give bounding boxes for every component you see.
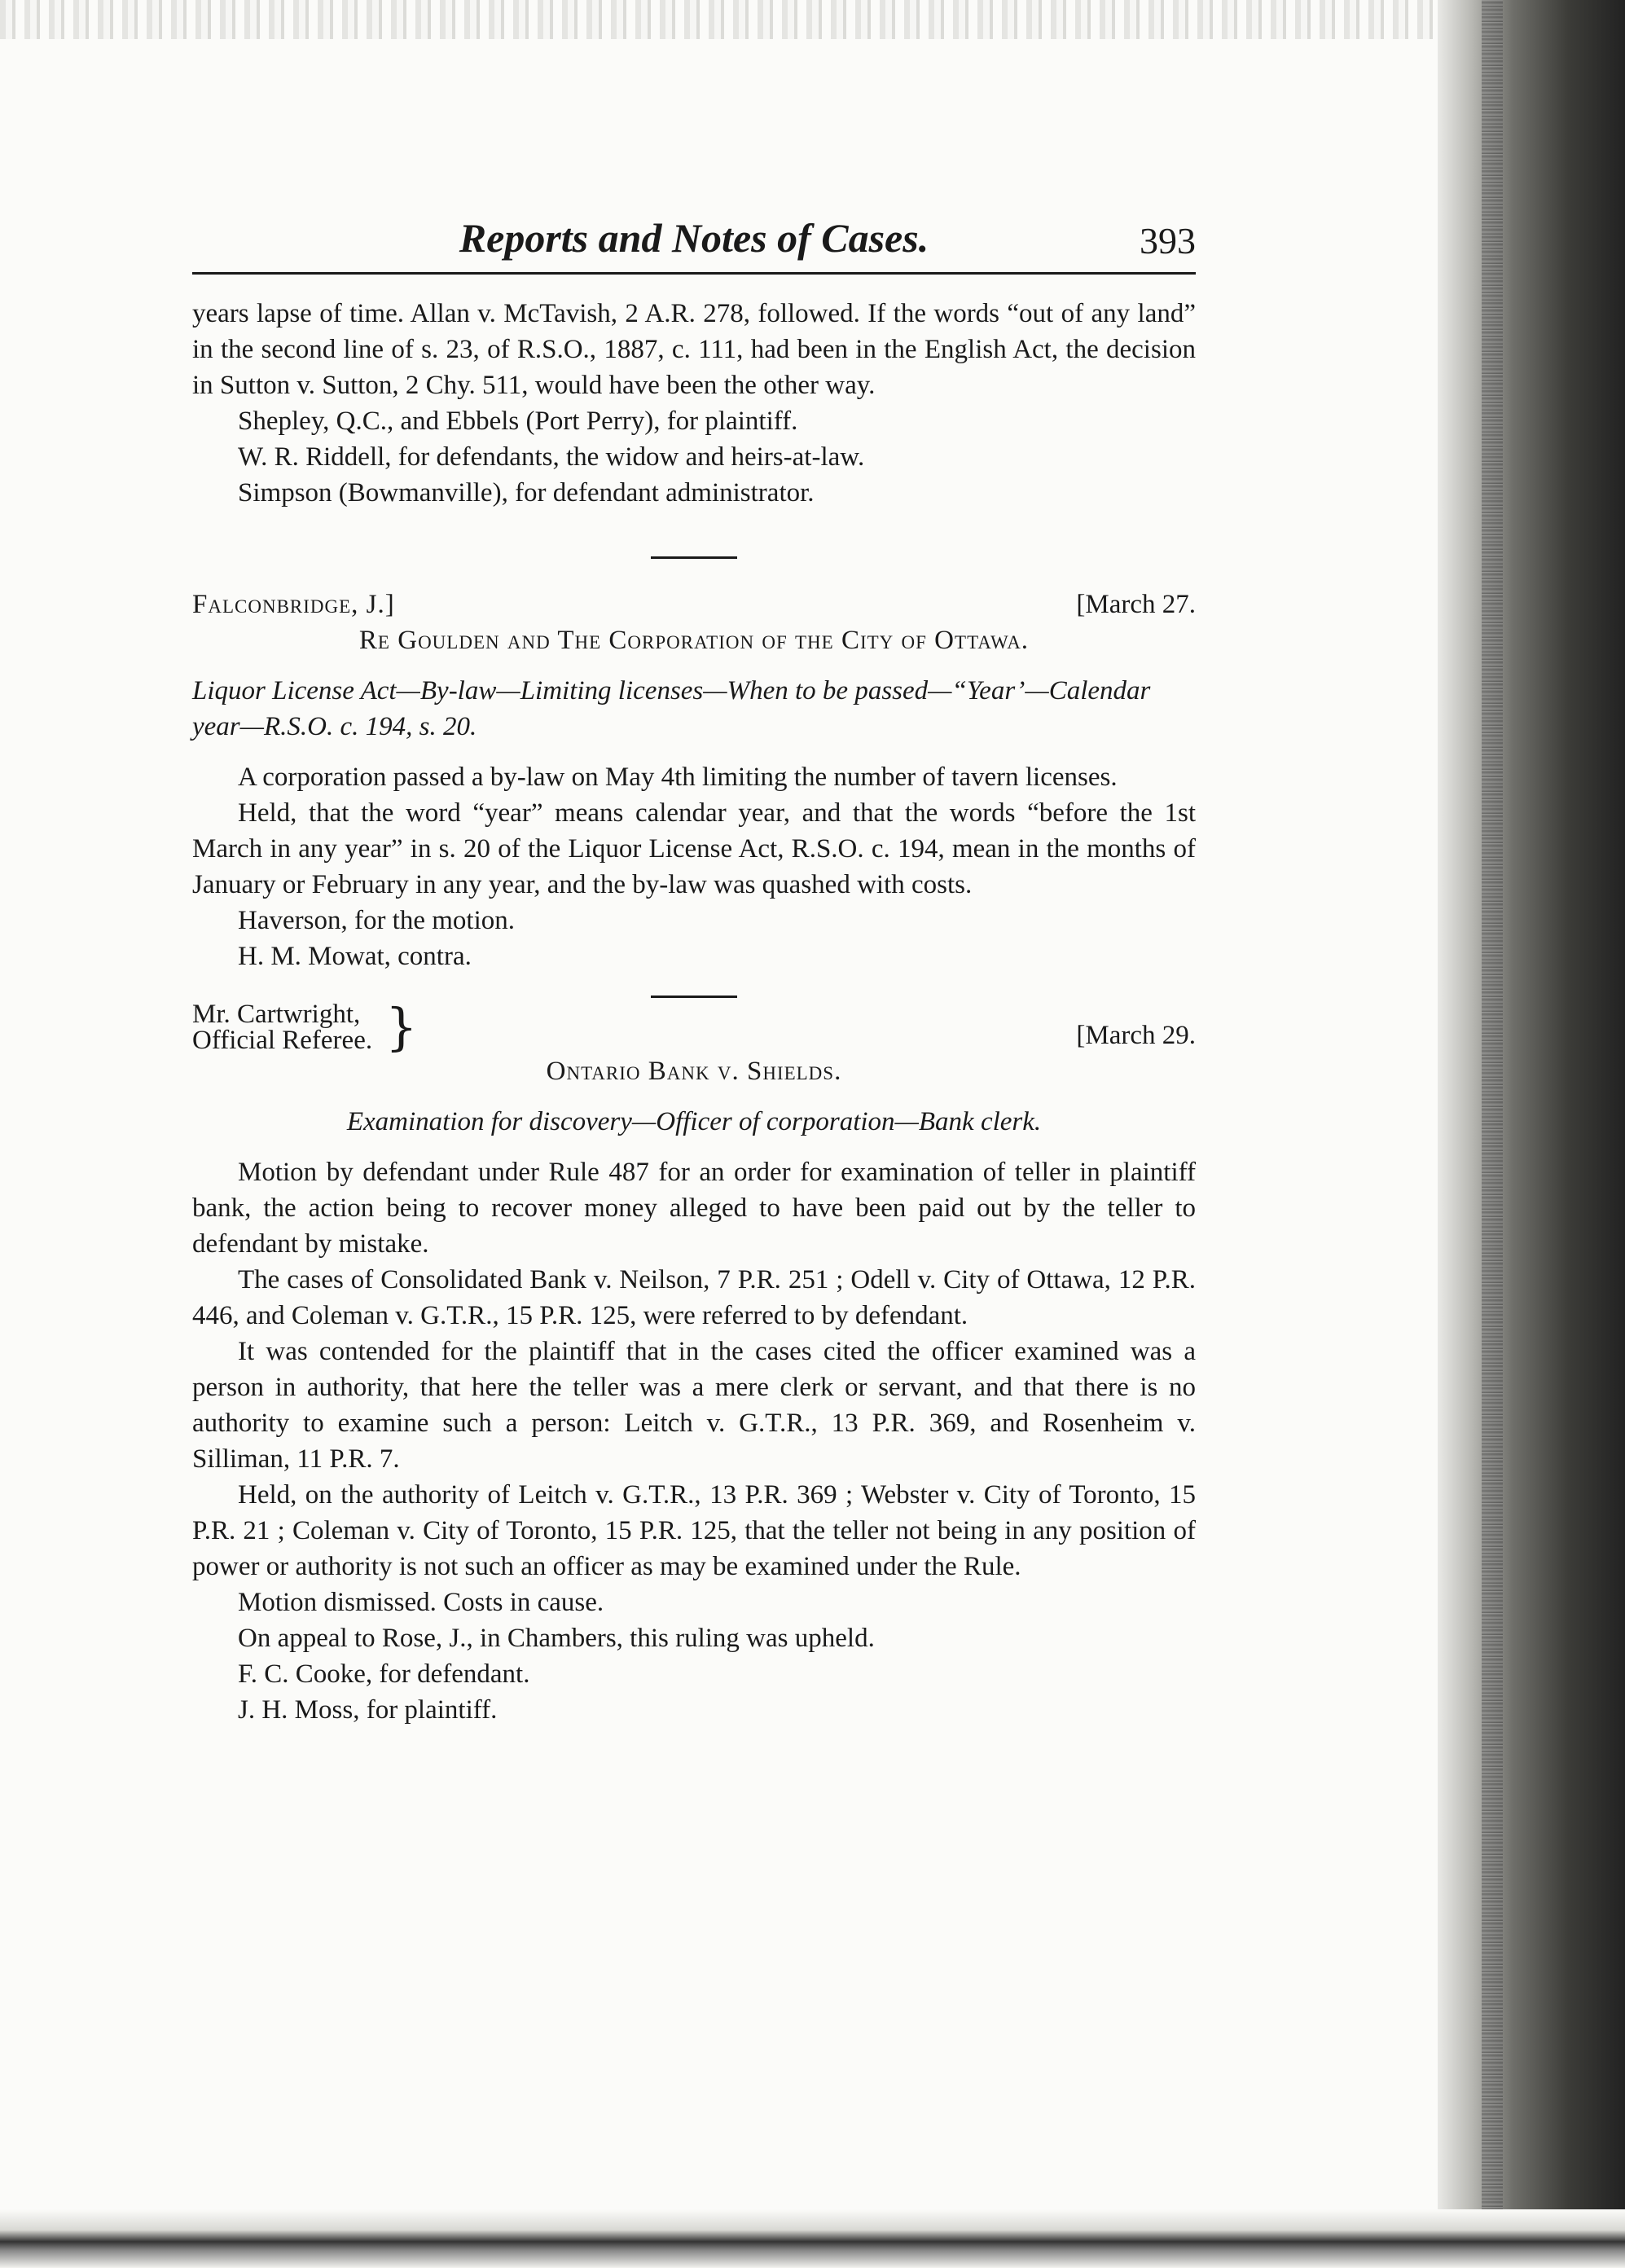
counsel-line: J. H. Moss, for plaintiff. [238,1695,498,1725]
case-disposition: Motion dismissed. Costs in cause. [238,1588,604,1617]
case-paragraph: It was contended for the plaintiff that in the cases cited the officer examined was a person in authority, that here the teller was a mere clerk or servant, and that there is no authority to examine such a person: Leitch v. G.T.R., 13 P.R. 369, and Rosenheim v. Silliman, 11 P.R. 7. [192,1337,1196,1474]
case-heading-row [192,997,1196,1057]
case-date: [March 29. [1076,1021,1196,1050]
running-header [192,213,1196,275]
counsel-line: W. R. Riddell, for defendants, the widow and heirs-at-law. [238,442,865,472]
page-edge-texture [1482,0,1503,2268]
running-title: Reports and Notes of Cases. [459,215,929,261]
case-appeal: On appeal to Rose, J., in Chambers, this ruling was upheld. [238,1624,875,1653]
case-catchwords: Liquor License Act—By-law—Limiting licenses—When to be passed—“Year’—Calendar year—R.S.O. c. 194, s. 20. [192,676,1151,741]
page-top-edge [0,0,1625,39]
book-spine-shadow [1438,0,1625,2268]
case-paragraph: Motion by defendant under Rule 487 for an order for examination of teller in plaintiff bank, the action being to recover money alleged to have been paid out by the teller to defendant by mistake. [192,1158,1196,1259]
counsel-line: F. C. Cooke, for defendant. [238,1659,530,1689]
section-divider [651,556,737,559]
page-number: 393 [1140,220,1196,262]
referee-block [192,997,418,1057]
case-paragraph: Held, that the word “year” means calendar year, and that the words “before the 1st March in any year” in s. 20 of the Liquor License Act, R.S.O. c. 194, mean in the months of January or February in any year, and the by-law was quashed with costs. [192,798,1196,899]
referee-title: Official Referee. [192,1026,373,1055]
case-catchwords: Examination for discovery—Officer of corporation—Bank clerk. [346,1107,1042,1136]
section-divider [651,996,737,998]
case-title: Ontario Bank v. Shields. [546,1057,842,1086]
case-paragraph: The cases of Consolidated Bank v. Neilson, 7 P.R. 251 ; Odell v. City of Ottawa, 12 P.R. 446, and Coleman v. G.T.R., 15 P.R. 125, were referred to by defendant. [192,1265,1196,1330]
continuation-paragraph: years lapse of time. Allan v. McTavish, 2 A.R. 278, followed. If the words “out of any land” in the second line of s. 23, of R.S.O., 1887, c. 111, had been in the English Act, the decision in Sutton v. Sutton, 2 Chy. 511, would have been the other way. [192,299,1196,400]
case-paragraph: Held, on the authority of Leitch v. G.T.R., 13 P.R. 369 ; Webster v. City of Toronto, 15 P.R. 21 ; Coleman v. City of Toronto, 15 P.R. 125, that the teller not being in any position of power or authority is not such an officer as may be examined under the Rule. [192,1480,1196,1581]
brace-glyph: } [385,997,418,1057]
page-text-column [192,213,1196,1728]
case-title: Re Goulden and The Corporation of the City of Ottawa. [358,626,1030,655]
counsel-line: H. M. Mowat, contra. [238,942,472,971]
case-heading-row [192,587,1196,622]
judge-name: Falconbridge, J.] [192,590,395,619]
page-bottom-edge [0,2209,1625,2268]
counsel-line: Shepley, Q.C., and Ebbels (Port Perry), for plaintiff. [238,407,798,436]
counsel-line: Haverson, for the motion. [238,906,516,935]
case-paragraph: A corporation passed a by-law on May 4th limiting the number of tavern licenses. [238,763,1118,792]
case-date: [March 27. [1076,590,1196,619]
counsel-line: Simpson (Bowmanville), for defendant administrator. [238,478,815,508]
referee-name: Mr. Cartwright, [192,1000,361,1029]
